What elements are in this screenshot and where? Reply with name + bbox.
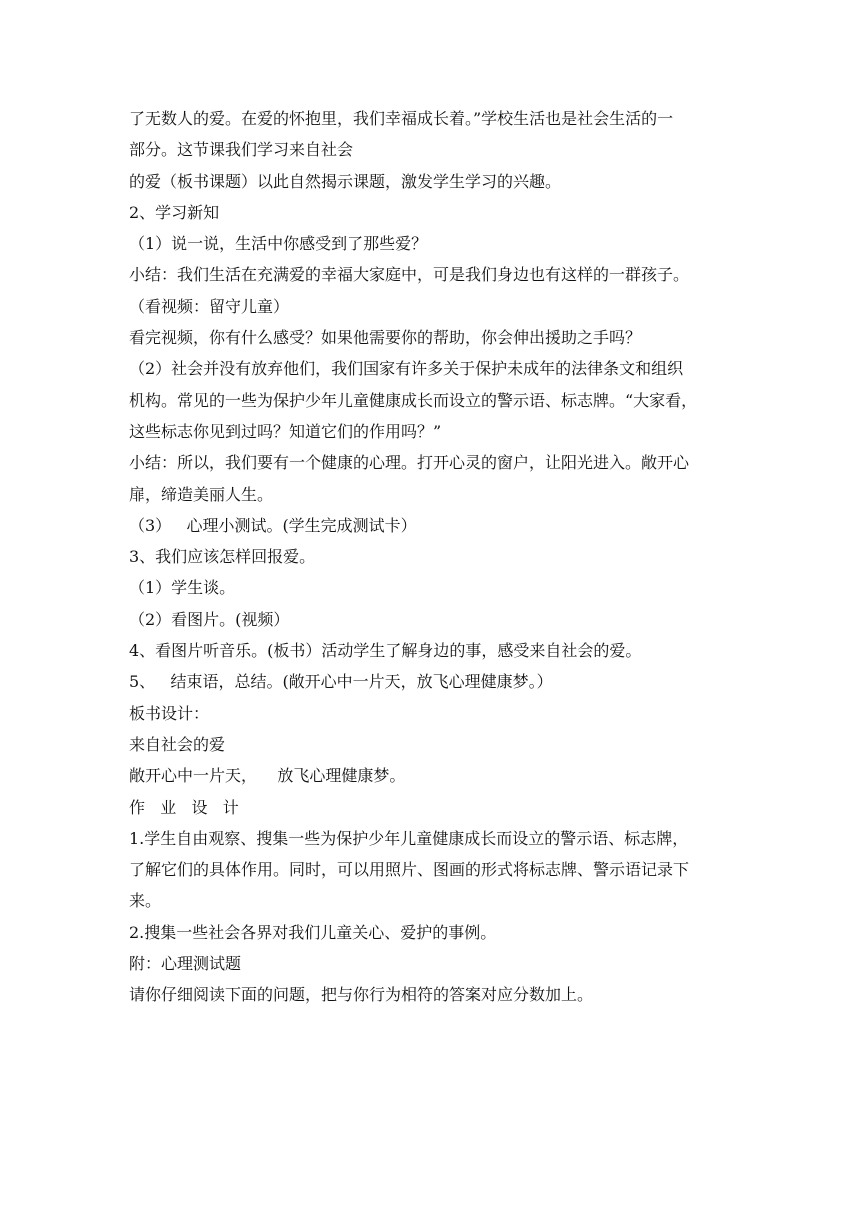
text-line: 这些标志你见到过吗？知道它们的作用吗？” — [129, 421, 442, 441]
section-heading: 5、 结束语，总结。(敞开心中一片天，放飞心理健康梦。） — [129, 672, 553, 692]
text-line: 机构。常见的一些为保护少年儿童健康成长而设立的警示语、标志牌。“大家看， — [129, 390, 698, 410]
text-line: 了解它们的具体作用。同时，可以用照片、图画的形式将标志牌、警示语记录下 — [129, 860, 690, 880]
text-line: （1）学生谈。 — [129, 578, 236, 598]
text-line: （2）社会并没有放弃他们，我们国家有许多关于保护未成年的法律条文和组织 — [129, 359, 684, 379]
homework-heading: 作 业 设 计 — [129, 797, 239, 817]
appendix-heading: 附：心理测试题 — [129, 954, 242, 974]
text-line: 部分。这节课我们学习来自社会 — [129, 140, 354, 160]
section-heading: 4、看图片听音乐。(板书）活动学生了解身边的事，感受来自社会的爱。 — [129, 641, 642, 661]
text-line: （3） 心理小测试。(学生完成测试卡） — [129, 515, 417, 535]
board-design-heading: 板书设计： — [129, 703, 210, 723]
text-line: （2）看图片。(视频） — [129, 609, 290, 629]
text-line: 2.搜集一些社会各界对我们儿童关心、爱护的事例。 — [129, 922, 497, 942]
section-heading: 3、我们应该怎样回报爱。 — [129, 547, 316, 567]
text-line: （1）说一说，生活中你感受到了那些爱？ — [129, 234, 428, 254]
board-design-title: 来自社会的爱 — [129, 734, 226, 754]
text-line: 了无数人的爱。在爱的怀抱里，我们幸福成长着。”学校生活也是社会生活的一 — [129, 109, 674, 128]
document-body — [129, 103, 733, 1011]
text-line: 看完视频，你有什么感受？如果他需要你的帮助，你会伸出援助之手吗？ — [129, 328, 642, 348]
board-design-slogan: 敞开心中一片天， 放飞心理健康梦。 — [129, 766, 406, 786]
text-line: 小结：我们生活在充满爱的幸福大家庭中，可是我们身边也有这样的一群孩子。 — [129, 265, 690, 285]
text-line: 1.学生自由观察、搜集一些为保护少年儿童健康成长而设立的警示语、标志牌， — [129, 828, 689, 848]
text-line: 的爱（板书课题）以此自然揭示课题，激发学生学习的兴趣。 — [129, 171, 562, 191]
text-line: 小结：所以，我们要有一个健康的心理。打开心灵的窗户，让阳光进入。敞开心 — [129, 453, 690, 473]
text-line: 扉，缔造美丽人生。 — [129, 484, 274, 504]
text-line: 来。 — [129, 891, 162, 911]
text-line: （看视频：留守儿童） — [129, 296, 290, 316]
text-line: 请你仔细阅读下面的问题，把与你行为相符的答案对应分数加上。 — [129, 985, 594, 1005]
section-heading: 2、学习新知 — [129, 202, 220, 222]
